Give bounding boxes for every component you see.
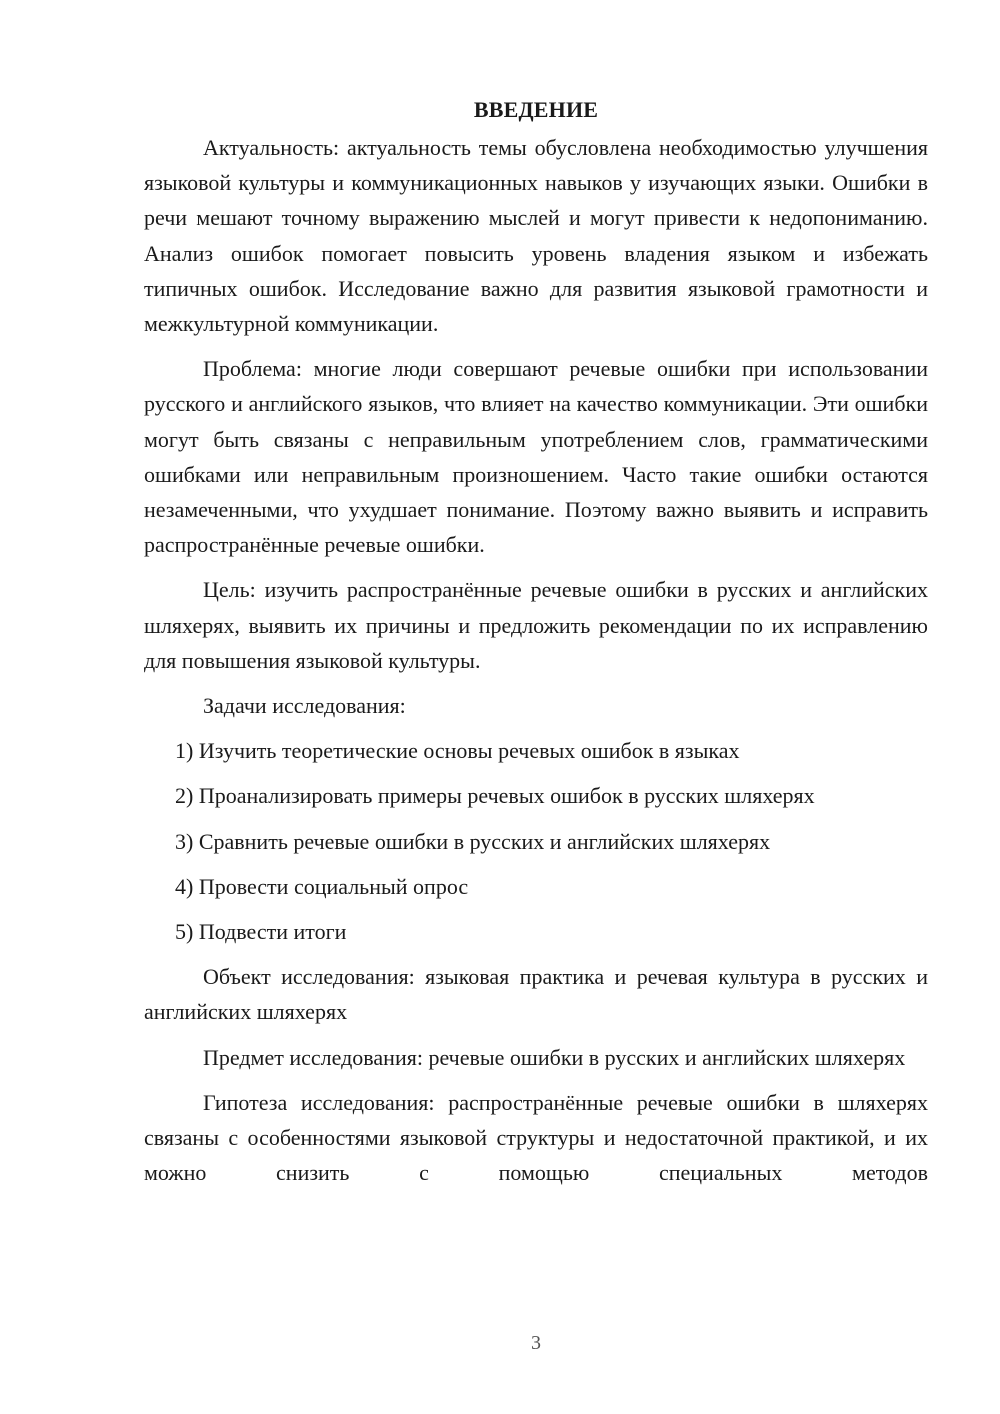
tasks-heading: Задачи исследования: xyxy=(203,693,406,719)
paragraph-goal: Цель: изучить распространённые речевые ошибки в русских и английских шляхерях, выявить их причины и предложить рекомендации по их исправлению для повышения языковой культуры. xyxy=(144,577,928,673)
task-item: 5) Подвести итоги xyxy=(175,919,347,945)
document-page xyxy=(144,90,928,1190)
task-item: 2) Проанализировать примеры речевых ошибок в русских шляхерях xyxy=(175,783,815,809)
task-item: 3) Сравнить речевые ошибки в русских и английских шляхерях xyxy=(175,828,771,854)
page-number: 3 xyxy=(531,1332,541,1354)
paragraph-hypothesis: Гипотеза исследования: распространённые речевые ошибки в шляхерях связаны с особенностями языковой структуры и недостаточной практикой, и их можно снизить с помощью специальных методов xyxy=(144,1089,928,1186)
task-item: 1) Изучить теоретические основы речевых ошибок в языках xyxy=(175,738,740,764)
paragraph-object: Объект исследования: языковая практика и речевая культура в русских и английских шляхерях xyxy=(144,964,928,1025)
task-list xyxy=(144,733,928,949)
paragraph-subject: Предмет исследования: речевые ошибки в русских и английских шляхерях xyxy=(203,1044,906,1070)
paragraph-relevance: Актуальность: актуальность темы обусловлена необходимостью улучшения языковой культуры и коммуникационных навыков у изучающих языки. Ошибки в речи мешают точному выражению мыслей и могут привести к недопониманию. Анализ ошибок помогает повысить уровень владения языком и избежать типичных ошибок. Исследование важно для развития языковой грамотности и межкультурной коммуникации. xyxy=(144,135,928,337)
task-item: 4) Провести социальный опрос xyxy=(175,873,469,899)
page-title: ВВЕДЕНИЕ xyxy=(473,97,599,122)
paragraph-problem: Проблема: многие люди совершают речевые ошибки при использовании русского и английского языков, что влияет на качество коммуникации. Эти ошибки могут быть связаны с неправильным употреблением слов, грамматическими ошибками или неправильным произношением. Часто такие ошибки остаются незамеченными, что ухудшает понимание. Поэтому важно выявить и исправить распространённые речевые ошибки. xyxy=(144,356,928,558)
